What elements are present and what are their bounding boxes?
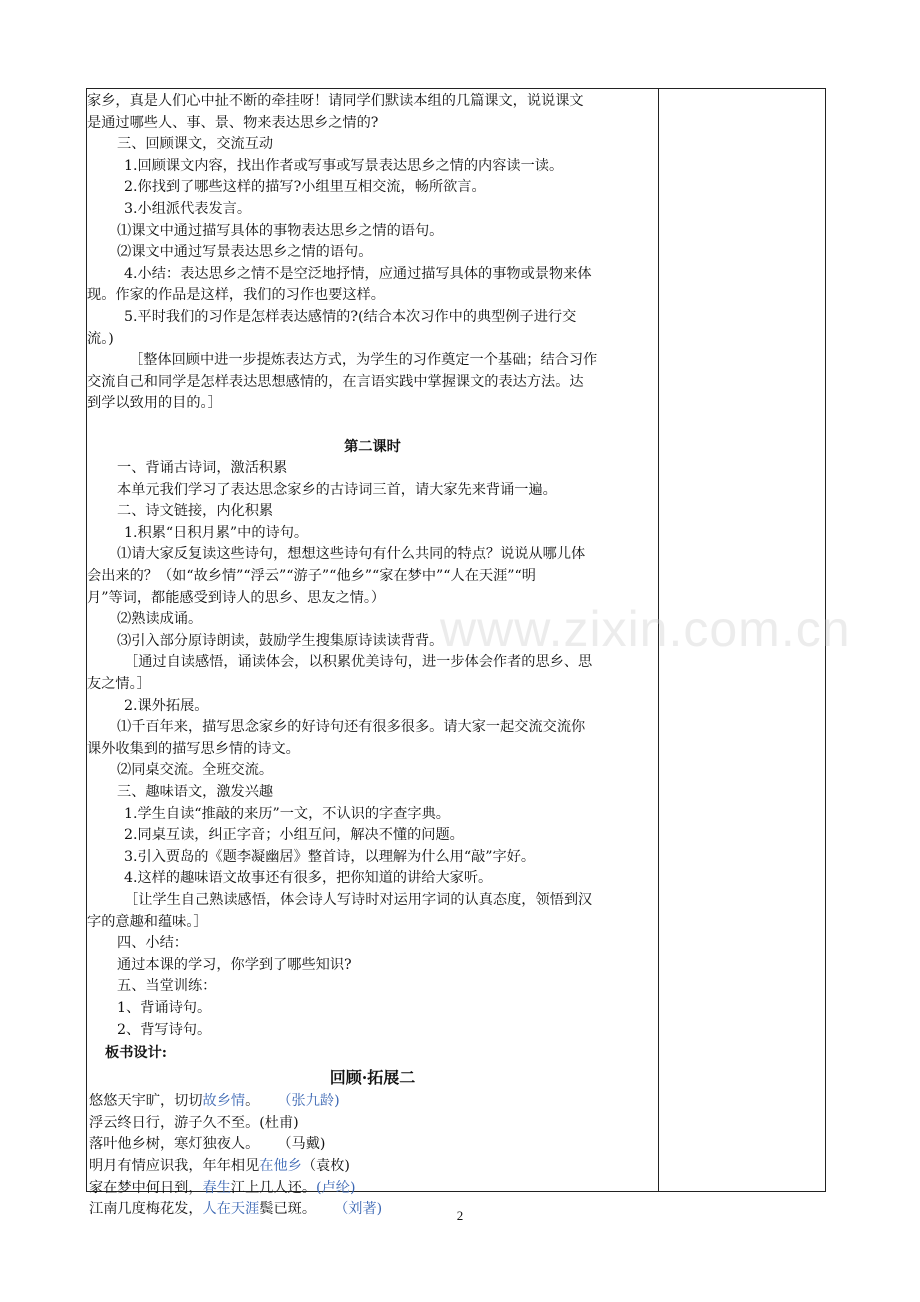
text-line: 2.你找到了哪些这样的描写?小组里互相交流，畅所欲言。 (124, 179, 486, 196)
text-line: 家乡，真是人们心中扯不断的牵挂呀！请同学们默读本组的几篇课文，说说课文 (87, 93, 584, 109)
note-line: 字的意趣和蕴味。］ (87, 913, 208, 930)
board-design-label: 板书设计: (105, 1045, 167, 1062)
poem-line: 江南几度梅花发，人在天涯鬓已斑。 （刘著) (89, 1201, 383, 1218)
section-heading: 三、回顾课文，交流互动 (117, 136, 274, 153)
section-heading: 五、当堂训练： (117, 978, 217, 995)
section-heading: 二、诗文链接，内化积累 (117, 503, 274, 520)
text-line: 课外收集到的描写思乡情的诗文。 (87, 740, 300, 757)
poem-line: 明月有情应识我，年年相见在他乡（袁枚) (89, 1157, 350, 1174)
note-line: ［通过自读感悟，诵读体会，以积累优美诗句，进一步体会作者的思乡、思 (124, 654, 593, 671)
poem-line: 家在梦中何日到，春生江上几人还。(卢纶) (89, 1179, 356, 1196)
note-line: 友之情。］ (87, 676, 151, 693)
watermark: www.zixin.com.cn (440, 601, 851, 657)
text-line: 3.小组派代表发言。 (124, 200, 252, 217)
poem-line: 悠悠天宇旷，切切故乡情。 （张九龄) (89, 1093, 340, 1110)
text-line: ⑶引入部分原诗朗读，鼓励学生搜集原诗读读背背。 (117, 632, 444, 649)
text-line: ⑵课文中通过写景表达思乡之情的语句。 (117, 244, 373, 261)
text-line: 是通过哪些人、事、景、物来表达思乡之情的? (87, 114, 379, 131)
section-heading: 一、背诵古诗词，激活积累 (117, 460, 288, 477)
text-line: 2.课外拓展。 (124, 697, 209, 714)
text-line: 2、背写诗句。 (117, 1021, 212, 1038)
section-heading: 三、趣味语文，激发兴趣 (117, 784, 274, 800)
lesson-heading: 第二课时 (344, 438, 401, 455)
note-line: ［整体回顾中进一步提炼表达方式，为学生的习作奠定一个基础；结合习作 (129, 352, 598, 369)
text-line: 流。) (87, 330, 114, 347)
text-line: 2.同桌互读，纠正字音；小组互问，解决不懂的问题。 (124, 827, 464, 844)
text-line: 月”等词，都能感受到诗人的思乡、思友之情。） (87, 589, 386, 606)
poem-line: 落叶他乡树，寒灯独夜人。 （马戴) (89, 1136, 326, 1153)
text-line: ⑴千百年来，描写思念家乡的好诗句还有很多很多。请大家一起交流交流你 (117, 719, 586, 736)
text-line: 本单元我们学习了表达思念家乡的古诗词三首，请大家先来背诵一遍。 (117, 481, 557, 498)
text-line: 4.小结：表达思乡之情不是空泛地抒情，应通过描写具体的事物或景物来体 (124, 265, 592, 282)
note-line: 交流自己和同学是怎样表达思想感情的，在言语实践中掌握课文的表达方法。达 (87, 373, 584, 390)
page-number: 2 (456, 1208, 464, 1223)
text-line: 1.回顾课文内容，找出作者或写事或写景表达思乡之情的内容读一读。 (124, 157, 564, 174)
text-line: 通过本课的学习，你学到了哪些知识? (117, 956, 352, 973)
text-line: 3.引入贾岛的《题李凝幽居》整首诗，以理解为什么用“敲”字好。 (124, 848, 536, 865)
text-line: 5.平时我们的习作是怎样表达感情的?(结合本次习作中的典型例子进行交 (124, 308, 577, 325)
note-line: 到学以致用的目的。］ (87, 395, 222, 412)
text-line: 1、背诵诗句。 (117, 999, 212, 1016)
text-line: ⑴请大家反复读这些诗句，想想这些诗句有什么共同的特点？说说从哪儿体 (117, 546, 586, 563)
text-line: 4.这样的趣味语文故事还有很多，把你知道的讲给大家听。 (124, 870, 493, 887)
text-line: 现。作家的作品是这样，我们的习作也要这样。 (87, 287, 385, 304)
text-line: ⑴课文中通过描写具体的事物表达思乡之情的语句。 (117, 222, 444, 239)
text-line: ⑵同桌交流。全班交流。 (117, 762, 274, 779)
text-line: 1.学生自读“推敲的来历”一文，不认识的字查字典。 (124, 805, 450, 822)
text-line: ⑵熟读成诵。 (117, 611, 203, 628)
text-line: 1.积累“日积月累”中的诗句。 (124, 524, 309, 541)
board-title: 回顾·拓展二 (329, 1068, 416, 1088)
section-heading: 四、小结： (117, 935, 188, 952)
note-line: ［让学生自己熟读感悟，体会诗人写诗时对运用字词的认真态度，领悟到汉 (124, 891, 593, 908)
poem-line: 浮云终日行，游子久不至。(杜甫) (89, 1114, 299, 1131)
text-line: 会出来的？（如“故乡情”“浮云”“游子”“他乡”“家在梦中”“人在天涯”“明 (87, 568, 536, 585)
